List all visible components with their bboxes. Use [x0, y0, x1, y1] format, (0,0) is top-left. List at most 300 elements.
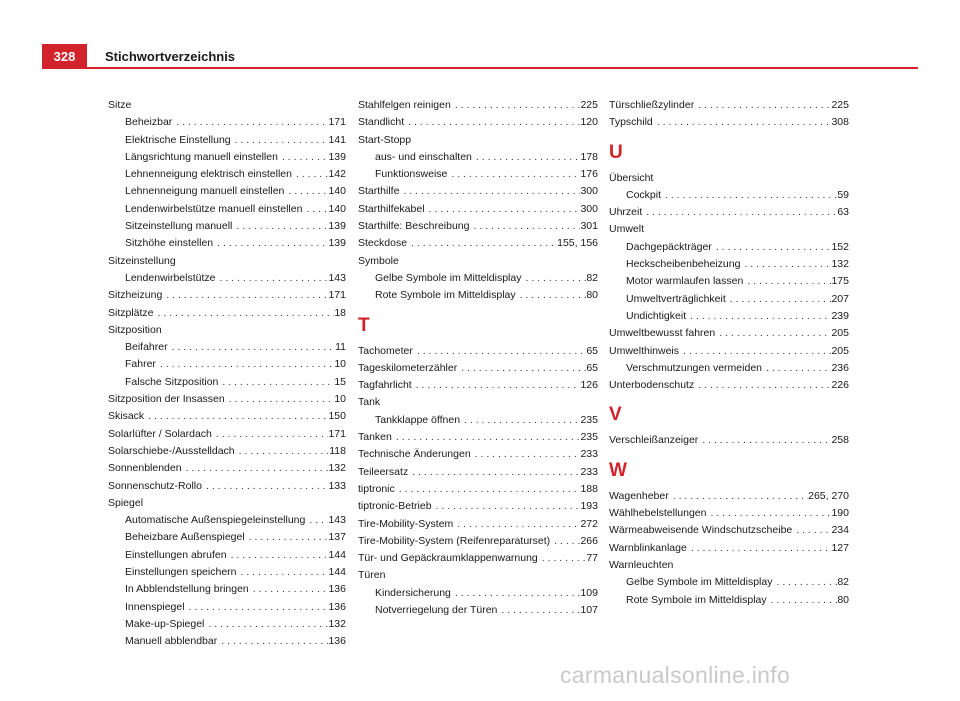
- entry-page-number: 80: [837, 593, 849, 606]
- leader-dots: [213, 235, 328, 252]
- leader-dots: [202, 478, 328, 495]
- leader-dots: [469, 218, 580, 235]
- entry-label: Falsche Sitzposition: [125, 375, 219, 388]
- index-entry: [108, 408, 346, 425]
- entry-page-number: 15: [334, 375, 346, 388]
- entry-page-number: 140: [328, 185, 346, 198]
- entry-page-number: 150: [328, 410, 346, 423]
- index-entry: [108, 616, 346, 633]
- index-entry: [609, 377, 849, 394]
- entry-label: Beifahrer: [125, 341, 168, 354]
- index-entry: [609, 574, 849, 591]
- index-entry: [108, 478, 346, 495]
- entry-label: Stahlfelgen reinigen: [358, 99, 451, 111]
- entry-page-number: 239: [831, 309, 849, 322]
- entry-label: Cockpit: [626, 188, 662, 201]
- entry-label: Motor warmlaufen lassen: [626, 275, 744, 288]
- index-entry: [609, 488, 849, 505]
- index-entry: [108, 581, 346, 598]
- entry-label: Teileersatz: [358, 465, 409, 478]
- leader-dots: [162, 287, 328, 304]
- index-entry: [358, 550, 598, 567]
- entry-label: Umwelt: [609, 223, 645, 236]
- entry-page-number: 234: [831, 524, 849, 537]
- leader-dots: [538, 550, 587, 567]
- index-entry: [358, 235, 598, 252]
- entry-label: Tür- und Gepäckraumklappenwarnung: [358, 552, 538, 565]
- leader-dots: [772, 574, 837, 591]
- leader-dots: [451, 585, 581, 602]
- leader-dots: [395, 481, 581, 498]
- leader-dots: [497, 602, 580, 619]
- entry-label: Automatische Außenspiegeleinstellung: [125, 514, 306, 527]
- leader-dots: [687, 540, 832, 557]
- index-entry: [358, 516, 598, 533]
- leader-dots: [642, 204, 837, 221]
- index-entry: [609, 273, 849, 290]
- index-entry: [358, 446, 598, 463]
- entry-label: Gelbe Symbole im Mitteldisplay: [626, 576, 773, 589]
- section-letter: U: [609, 141, 623, 163]
- index-heading: [609, 221, 849, 238]
- entry-label: Beheizbar: [125, 116, 173, 129]
- index-entry: [358, 270, 598, 287]
- leader-dots: [278, 149, 329, 166]
- entry-label: Solarlüfter / Solardach: [108, 427, 212, 440]
- entry-label: Lendenwirbelstütze: [125, 271, 216, 284]
- entry-label: aus- und einschalten: [375, 150, 472, 163]
- index-entry: [108, 339, 346, 356]
- entry-label: Starthilfe: [358, 185, 400, 198]
- entry-label: Dachgepäckträger: [626, 240, 712, 253]
- index-entry: [358, 533, 598, 550]
- section-letter: V: [609, 404, 622, 426]
- index-entry: [609, 505, 849, 522]
- entry-page-number: 225: [580, 99, 598, 111]
- leader-dots: [235, 443, 330, 460]
- leader-dots: [154, 305, 335, 322]
- leader-dots: [694, 97, 831, 114]
- leader-dots: [305, 512, 328, 529]
- index-entry: [108, 564, 346, 581]
- index-entry: [108, 218, 346, 235]
- index-heading: [358, 253, 598, 270]
- entry-page-number: 205: [831, 344, 849, 357]
- index-entry: [358, 97, 598, 114]
- index-entry: [609, 97, 849, 114]
- index-entry: [609, 592, 849, 609]
- entry-label: tiptronic-Betrieb: [358, 500, 432, 513]
- entry-label: Notverriegelung der Türen: [375, 604, 498, 617]
- index-entry: [609, 308, 849, 325]
- leader-dots: [471, 446, 581, 463]
- entry-label: Türen: [358, 569, 386, 582]
- entry-page-number: 136: [328, 583, 346, 596]
- entry-label: Verschmutzungen vermeiden: [626, 361, 762, 374]
- entry-page-number: 155, 156: [557, 237, 598, 250]
- entry-label: Sitze: [108, 99, 132, 111]
- entry-label: Manuell abblendbar: [125, 635, 218, 648]
- leader-dots: [425, 201, 581, 218]
- entry-label: Umweltverträglichkeit: [626, 292, 726, 305]
- index-entry: [108, 114, 346, 131]
- entry-label: Tank: [358, 396, 381, 409]
- entry-page-number: 188: [580, 482, 598, 495]
- entry-page-number: 235: [580, 431, 598, 444]
- entry-page-number: 141: [328, 133, 346, 146]
- entry-page-number: 126: [580, 379, 598, 392]
- entry-page-number: 65: [586, 361, 598, 374]
- entry-label: Umwelthinweis: [609, 344, 680, 357]
- index-entry: [108, 460, 346, 477]
- leader-dots: [182, 460, 329, 477]
- entry-page-number: 140: [328, 202, 346, 215]
- page-number: 328: [53, 48, 76, 64]
- index-entry: [358, 166, 598, 183]
- index-entry: [609, 522, 849, 539]
- index-heading: [108, 322, 346, 339]
- entry-page-number: 65: [586, 344, 598, 357]
- index-entry: [358, 149, 598, 166]
- entry-label: Unterbodenschutz: [609, 379, 695, 392]
- entry-page-number: 301: [580, 220, 598, 233]
- index-entry: [358, 481, 598, 498]
- entry-page-number: 109: [580, 586, 598, 599]
- entry-page-number: 132: [328, 462, 346, 475]
- entry-label: Funktionsweise: [375, 168, 448, 181]
- index-entry: [609, 432, 849, 449]
- index-entry: [358, 429, 598, 446]
- index-heading: [108, 495, 346, 512]
- entry-label: Wagenheber: [609, 489, 669, 502]
- index-entry: [108, 374, 346, 391]
- entry-label: Tire-Mobility-System: [358, 517, 454, 530]
- index-heading: [358, 132, 598, 149]
- entry-label: Verschleißanzeiger: [609, 434, 699, 447]
- leader-dots: [245, 529, 329, 546]
- index-entry: [358, 585, 598, 602]
- leader-dots: [412, 377, 581, 394]
- entry-page-number: 143: [328, 271, 346, 284]
- leader-dots: [767, 592, 838, 609]
- index-entry: [108, 305, 346, 322]
- entry-label: tiptronic: [358, 482, 395, 495]
- entry-label: Gelbe Symbole im Mitteldisplay: [375, 271, 522, 284]
- entry-page-number: 59: [837, 188, 849, 201]
- leader-dots: [212, 426, 329, 443]
- leader-dots: [407, 235, 557, 252]
- entry-label: Sitzposition der Insassen: [108, 393, 225, 406]
- entry-page-number: 18: [334, 306, 346, 319]
- leader-dots: [669, 488, 808, 505]
- leader-dots: [399, 183, 580, 200]
- index-entry: [108, 166, 346, 183]
- index-entry: [358, 464, 598, 481]
- section-letter: T: [358, 314, 370, 336]
- index-entry: [108, 529, 346, 546]
- entry-label: Lehnenneigung manuell einstellen: [125, 185, 285, 198]
- index-entry: [609, 540, 849, 557]
- entry-page-number: 11: [335, 341, 346, 354]
- entry-page-number: 152: [831, 240, 849, 253]
- entry-label: Sitzplätze: [108, 306, 154, 319]
- entry-page-number: 190: [831, 507, 849, 520]
- index-entry: [108, 443, 346, 460]
- entry-label: Starthilfe: Beschreibung: [358, 220, 470, 233]
- entry-page-number: 225: [831, 99, 849, 111]
- index-heading: [358, 567, 598, 584]
- entry-page-number: 207: [831, 292, 849, 305]
- entry-page-number: 77: [586, 552, 598, 565]
- entry-page-number: 10: [334, 358, 346, 371]
- entry-label: Wählhebelstellungen: [609, 507, 707, 520]
- entry-label: Sitzeinstellung: [108, 254, 176, 267]
- entry-page-number: 171: [328, 116, 346, 129]
- entry-page-number: 178: [580, 150, 598, 163]
- entry-page-number: 308: [831, 116, 849, 129]
- leader-dots: [404, 114, 580, 131]
- entry-page-number: 266: [580, 534, 598, 547]
- index-entry: [358, 183, 598, 200]
- index-entry: [108, 201, 346, 218]
- entry-label: Rote Symbole im Mitteldisplay: [626, 593, 767, 606]
- entry-label: Sitzeinstellung manuell: [125, 220, 233, 233]
- index-entry: [108, 599, 346, 616]
- entry-page-number: 233: [580, 448, 598, 461]
- header-divider: [42, 67, 918, 69]
- index-entry: [358, 412, 598, 429]
- entry-label: Beheizbare Außenspiegel: [125, 531, 245, 544]
- index-entry: [108, 633, 346, 650]
- entry-page-number: 272: [580, 517, 598, 530]
- entry-page-number: 144: [328, 566, 346, 579]
- leader-dots: [413, 343, 586, 360]
- leader-dots: [712, 239, 832, 256]
- entry-page-number: 144: [328, 548, 346, 561]
- entry-page-number: 300: [580, 202, 598, 215]
- index-entry: [358, 360, 598, 377]
- index-entry: [609, 256, 849, 273]
- index-entry: [108, 235, 346, 252]
- index-column-1: [108, 97, 346, 651]
- leader-dots: [432, 498, 581, 515]
- leader-dots: [172, 114, 328, 131]
- entry-page-number: 118: [329, 444, 346, 457]
- entry-label: Übersicht: [609, 171, 654, 184]
- leader-dots: [292, 166, 329, 183]
- entry-label: Starthilfekabel: [358, 202, 425, 215]
- entry-label: Solarschiebe-/Ausstelldach: [108, 444, 235, 457]
- leader-dots: [516, 287, 587, 304]
- leader-dots: [726, 291, 832, 308]
- entry-page-number: 10: [334, 393, 346, 406]
- entry-page-number: 265, 270: [808, 489, 849, 502]
- entry-label: Spiegel: [108, 496, 144, 509]
- index-heading: [609, 557, 849, 574]
- index-entry: [108, 512, 346, 529]
- entry-label: Warnleuchten: [609, 558, 674, 571]
- entry-label: Tageskilometerzähler: [358, 361, 458, 374]
- entry-page-number: 235: [580, 413, 598, 426]
- entry-label: Fahrer: [125, 358, 156, 371]
- index-entry: [609, 187, 849, 204]
- entry-page-number: 139: [328, 237, 346, 250]
- entry-label: Uhrzeit: [609, 206, 643, 219]
- entry-page-number: 171: [328, 289, 346, 302]
- entry-label: Tankklappe öffnen: [375, 413, 461, 426]
- index-entry: [108, 287, 346, 304]
- entry-label: Undichtigkeit: [626, 309, 687, 322]
- entry-page-number: 233: [580, 465, 598, 478]
- leader-dots: [762, 360, 831, 377]
- index-entry: [609, 204, 849, 221]
- leader-dots: [447, 166, 580, 183]
- entry-label: Sitzheizung: [108, 289, 163, 302]
- leader-dots: [284, 183, 328, 200]
- index-entry: [609, 291, 849, 308]
- leader-dots: [227, 547, 329, 564]
- index-entry: [358, 218, 598, 235]
- entry-page-number: 139: [328, 220, 346, 233]
- index-entry: [609, 239, 849, 256]
- index-entry: [108, 149, 346, 166]
- entry-label: Türschließzylinder: [609, 99, 695, 111]
- entry-label: Kindersicherung: [375, 586, 451, 599]
- entry-page-number: 205: [831, 327, 849, 340]
- index-heading: [108, 253, 346, 270]
- entry-page-number: 226: [831, 379, 849, 392]
- entry-page-number: 143: [328, 514, 346, 527]
- entry-label: Rote Symbole im Mitteldisplay: [375, 289, 516, 302]
- index-entry: [358, 114, 598, 131]
- entry-page-number: 258: [831, 434, 849, 447]
- leader-dots: [408, 464, 580, 481]
- leader-dots: [453, 516, 580, 533]
- entry-label: Tanken: [358, 431, 392, 444]
- leader-dots: [231, 132, 329, 149]
- leader-dots: [653, 114, 832, 131]
- entry-label: Skisack: [108, 410, 145, 423]
- index-entry: [108, 183, 346, 200]
- entry-label: Sonnenblenden: [108, 462, 182, 475]
- entry-label: Einstellungen speichern: [125, 566, 237, 579]
- leader-dots: [679, 343, 831, 360]
- entry-page-number: 171: [328, 427, 346, 440]
- index-entry: [609, 325, 849, 342]
- entry-label: Längsrichtung manuell einstellen: [125, 150, 278, 163]
- leader-dots: [661, 187, 837, 204]
- leader-dots: [144, 408, 328, 425]
- index-heading: [108, 97, 346, 114]
- entry-page-number: 80: [586, 289, 598, 302]
- index-entry: [609, 360, 849, 377]
- entry-label: In Abblendstellung bringen: [125, 583, 249, 596]
- leader-dots: [215, 270, 328, 287]
- entry-label: Einstellungen abrufen: [125, 548, 227, 561]
- leader-dots: [792, 522, 831, 539]
- entry-label: Tagfahrlicht: [358, 379, 412, 392]
- leader-dots: [715, 325, 831, 342]
- leader-dots: [217, 633, 328, 650]
- leader-dots: [392, 429, 581, 446]
- index-entry: [609, 114, 849, 131]
- entry-label: Sitzhöhe einstellen: [125, 237, 214, 250]
- index-entry: [358, 287, 598, 304]
- index-entry: [108, 426, 346, 443]
- leader-dots: [204, 616, 328, 633]
- entry-label: Start-Stopp: [358, 133, 412, 146]
- entry-label: Tire-Mobility-System (Reifenreparaturset): [358, 534, 551, 547]
- entry-page-number: 139: [328, 150, 346, 163]
- leader-dots: [706, 505, 831, 522]
- leader-dots: [740, 256, 831, 273]
- entry-label: Sitzposition: [108, 323, 162, 336]
- leader-dots: [218, 374, 334, 391]
- entry-label: Warnblinkanlage: [609, 541, 687, 554]
- entry-page-number: 136: [328, 600, 346, 613]
- entry-label: Sonnenschutz-Rollo: [108, 479, 202, 492]
- leader-dots: [168, 339, 335, 356]
- entry-label: Technische Änderungen: [358, 448, 471, 461]
- entry-page-number: 136: [328, 635, 346, 648]
- index-heading: [358, 394, 598, 411]
- leader-dots: [249, 581, 329, 598]
- entry-page-number: 176: [580, 168, 598, 181]
- entry-page-number: 132: [831, 258, 849, 271]
- entry-label: Standlicht: [358, 116, 405, 129]
- leader-dots: [521, 270, 586, 287]
- entry-label: Wärmeabweisende Windschutzscheibe: [609, 524, 793, 537]
- entry-label: Heckscheibenbeheizung: [626, 258, 741, 271]
- entry-page-number: 133: [328, 479, 346, 492]
- leader-dots: [472, 149, 581, 166]
- index-entry: [358, 201, 598, 218]
- leader-dots: [694, 377, 831, 394]
- leader-dots: [237, 564, 329, 581]
- leader-dots: [460, 412, 580, 429]
- index-heading: [609, 170, 849, 187]
- index-entry: [358, 498, 598, 515]
- entry-page-number: 193: [580, 500, 598, 513]
- entry-label: Lehnenneigung elektrisch einstellen: [125, 168, 292, 181]
- entry-page-number: 82: [837, 576, 849, 589]
- entry-page-number: 142: [328, 168, 346, 181]
- watermark-text: carmanualsonline.info: [560, 662, 791, 688]
- entry-page-number: 127: [831, 541, 849, 554]
- entry-page-number: 120: [580, 116, 598, 129]
- index-entry: [358, 377, 598, 394]
- leader-dots: [185, 599, 329, 616]
- leader-dots: [302, 201, 328, 218]
- leader-dots: [232, 218, 328, 235]
- leader-dots: [686, 308, 831, 325]
- index-entry: [108, 356, 346, 373]
- entry-page-number: 236: [831, 361, 849, 374]
- entry-label: Steckdose: [358, 237, 408, 250]
- entry-label: Typschild: [609, 116, 653, 129]
- index-entry: [108, 132, 346, 149]
- leader-dots: [743, 273, 831, 290]
- entry-page-number: 175: [831, 275, 849, 288]
- entry-page-number: 137: [328, 531, 346, 544]
- entry-page-number: 63: [837, 206, 849, 219]
- section-letter: W: [609, 459, 627, 481]
- entry-label: Symbole: [358, 254, 399, 267]
- index-entry: [358, 602, 598, 619]
- index-entry: [108, 391, 346, 408]
- entry-label: Tachometer: [358, 344, 413, 357]
- entry-page-number: 132: [328, 617, 346, 630]
